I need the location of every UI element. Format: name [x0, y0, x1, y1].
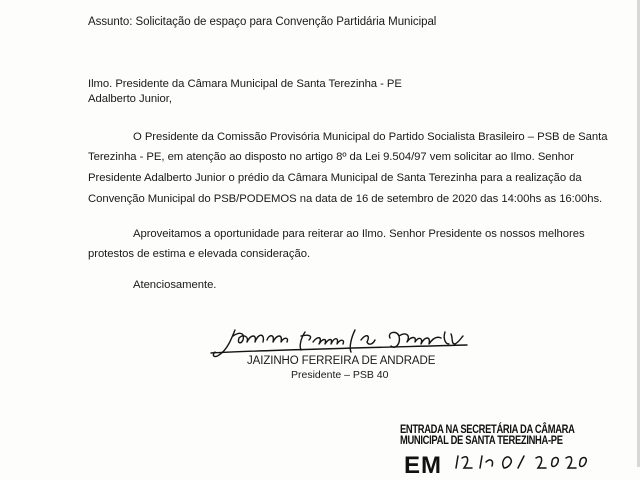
stamp-line-1: ENTRADA NA SECRETÁRIA DA CÂMARA [400, 422, 575, 436]
recipient-name: Adalberto Junior, [88, 93, 172, 105]
recipient-title: Ilmo. Presidente da Câmara Municipal de Santa Terezinha - PE [88, 78, 402, 90]
stamp-date-prefix: EM [404, 452, 442, 479]
subject-line: Assunto: Solicitação de espaço para Convenção Partidária Municipal [88, 16, 437, 28]
signatory-name: JAIZINHO FERREIRA DE ANDRADE [247, 355, 436, 367]
handwritten-stamp-date [452, 452, 592, 470]
body-paragraph-1-line-4: Convenção Municipal do PSB/PODEMOS na data de 16 de setembro de 2020 das 14:00hs as 16:00hs. [88, 193, 603, 205]
closing: Atenciosamente. [133, 279, 217, 291]
stamp-line-2: MUNICIPAL DE SANTA TEREZINHA-PE [400, 433, 563, 447]
body-paragraph-1-line-1: O Presidente da Comissão Provisória Municipal do Partido Socialista Brasileiro – PSB de Santa [133, 131, 608, 143]
reception-stamp [400, 424, 575, 446]
body-paragraph-1-line-2: Terezinha - PE, em atenção ao disposto no artigo 8º da Lei 9.504/97 vem solicitar ao Ilmo. Senhor [88, 151, 574, 163]
body-paragraph-1-line-3: Presidente Adalberto Junior o prédio da Câmara Municipal de Santa Terezinha para a realização da [88, 172, 582, 184]
body-paragraph-2-line-1: Aproveitamos a oportunidade para reiterar ao Ilmo. Senhor Presidente os nossos melhores [133, 228, 585, 240]
body-paragraph-2-line-2: protestos de estima e elevada consideração. [88, 248, 311, 260]
signatory-role: Presidente – PSB 40 [291, 369, 389, 381]
